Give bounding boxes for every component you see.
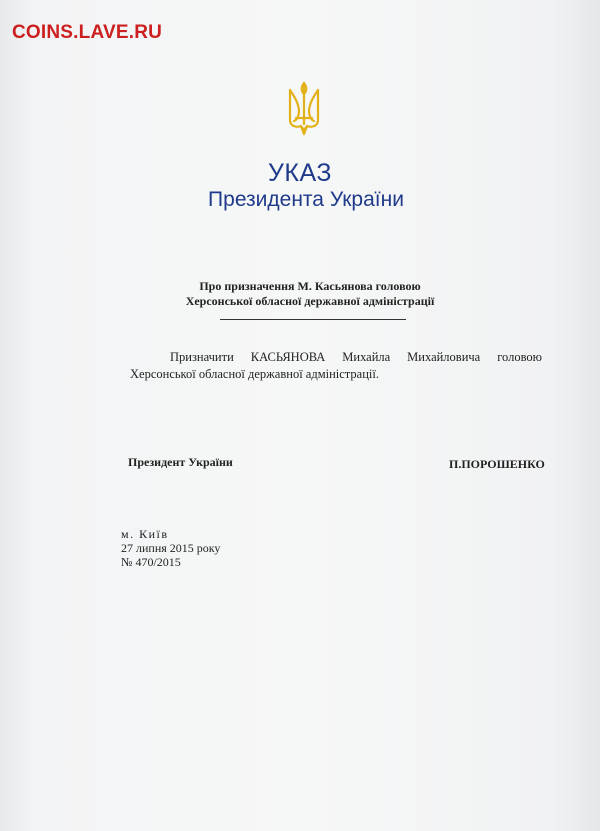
signatory-role: Президент України — [128, 455, 233, 469]
subject-line-2: Херсонської обласної державної адміністрації — [185, 294, 435, 308]
subject-line-1: Про призначення М. Касьянова головою — [199, 279, 421, 293]
issue-date: 27 липня 2015 року — [121, 541, 221, 555]
decree-body: Призначити КАСЬЯНОВА Михайла Михайловича головою Херсонської обласної державної адміністрації. — [130, 350, 542, 381]
signatory-name: П.ПОРОШЕНКО — [449, 457, 545, 471]
watermark: COINS.LAVE.RU — [12, 22, 163, 43]
decree-subtitle: Президента України — [208, 188, 404, 211]
trident-icon — [286, 80, 322, 136]
decree-subject — [160, 279, 460, 309]
subject-divider — [220, 319, 406, 320]
decree-title: УКАЗ — [268, 159, 332, 187]
decree-number: № 470/2015 — [121, 555, 181, 569]
issue-place: м. Київ — [121, 527, 169, 541]
